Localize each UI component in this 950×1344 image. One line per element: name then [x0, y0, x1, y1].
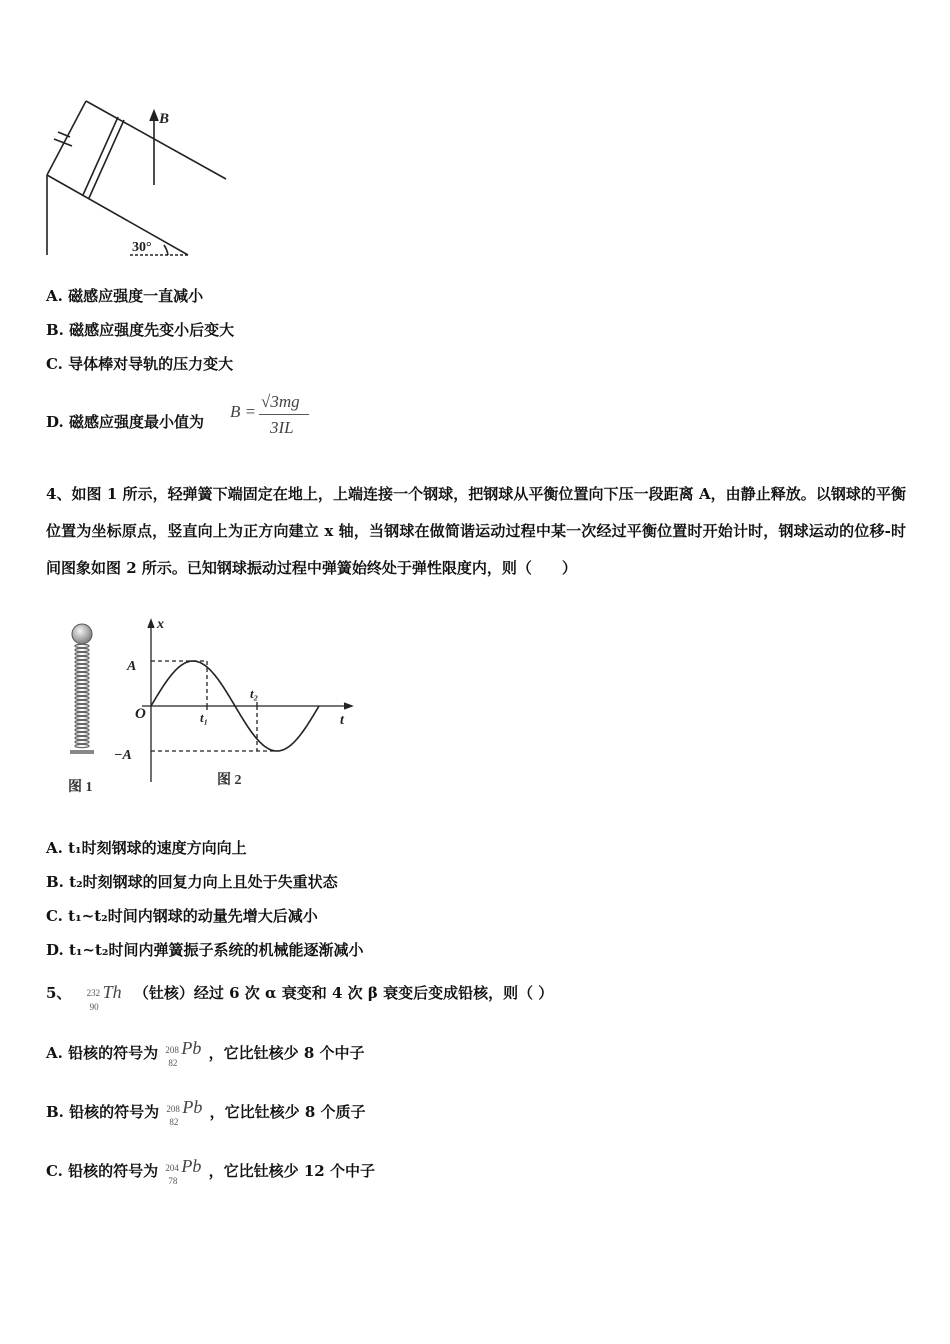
option-letter: C.: [46, 1162, 63, 1180]
spring-coil: [75, 700, 89, 703]
spring-coil: [75, 668, 89, 671]
option-letter: B.: [46, 321, 64, 339]
option-letter: D.: [46, 413, 64, 431]
spring-coil: [75, 720, 89, 723]
q3-option-a[interactable]: [46, 286, 203, 306]
spring-coil: [75, 684, 89, 687]
fig1-caption: 图 1: [68, 780, 93, 795]
spring-coil: [75, 736, 89, 739]
question-5-body: （钍核）经过 6 次 α 衰变和 4 次 β 衰变后变成铅核，则（ ）: [133, 984, 554, 1002]
option-text: 磁感应强度最小值为: [68, 413, 204, 431]
option-text: ，它比钍核少 8 个中子: [208, 1044, 365, 1062]
mass-number: 232: [86, 988, 101, 998]
spring-coil: [75, 716, 89, 719]
element-symbol: Th: [102, 982, 122, 1002]
option-text: 导体棒对导轨的压力变大: [68, 355, 234, 373]
option-text: t₁~t₂时间内钢球的动量先增大后减小: [68, 907, 318, 925]
spring-coil: [75, 704, 89, 707]
mass-number: 208: [165, 1045, 179, 1055]
option-text: 磁感应强度先变小后变大: [69, 321, 235, 339]
amplitude-label: A: [127, 659, 137, 674]
t-axis-label: t: [340, 713, 344, 728]
x-axis-label: x: [157, 617, 164, 632]
atomic-number: 82: [169, 1117, 179, 1127]
element-symbol: Pb: [181, 1038, 202, 1058]
spring-coil: [75, 728, 89, 731]
q3-option-b[interactable]: [46, 320, 234, 340]
option-letter: A.: [46, 839, 63, 857]
q4-option-c[interactable]: [46, 906, 318, 926]
option-letter: D.: [46, 941, 64, 959]
question-5-text: [46, 978, 554, 1012]
q4-option-d[interactable]: [46, 940, 364, 960]
lead-nuclide: [163, 1157, 203, 1187]
spring-coil: [75, 688, 89, 691]
option-letter: A.: [46, 287, 63, 305]
oscillation-figure: [60, 612, 360, 802]
origin-label: O: [135, 706, 146, 722]
b-field-label: B: [159, 111, 170, 127]
formula-lhs: B =: [230, 402, 257, 421]
option-text: ，它比钍核少 8 个质子: [209, 1103, 366, 1121]
q3-option-c[interactable]: [46, 354, 233, 374]
fig2-caption: 图 2: [217, 773, 242, 788]
option-letter: B.: [46, 873, 64, 891]
t1-label: t₁: [200, 710, 209, 725]
element-symbol: Pb: [181, 1156, 202, 1176]
option-text: 铅核的符号为: [69, 1103, 160, 1121]
mass-number: 204: [165, 1163, 179, 1173]
spring-coil: [75, 660, 89, 663]
option-text: 铅核的符号为: [68, 1162, 159, 1180]
q5-option-c[interactable]: [46, 1156, 375, 1187]
option-text: t₁~t₂时间内弹簧振子系统的机械能逐渐减小: [68, 941, 364, 959]
formula-denominator: 3IL: [270, 418, 294, 437]
option-letter: B.: [46, 1103, 64, 1121]
mass-number: 208: [166, 1104, 180, 1114]
angle-label: 30°: [132, 240, 152, 255]
lead-nuclide: [163, 1039, 203, 1069]
formula-numerator: √3mg: [261, 392, 300, 411]
spring-coil: [75, 732, 89, 735]
t2-label: t₂: [250, 686, 259, 701]
option-letter: C.: [46, 355, 63, 373]
thorium-nuclide: [83, 979, 129, 1012]
question-4-text: 4、如图 1 所示，轻弹簧下端固定在地上，上端连接一个钢球，把钢球从平衡位置向下压一段距离 A，由静止释放。以钢球的平衡位置为坐标原点，竖直向上为正方向建立 x 轴，当钢球在做简谐运动过程中某一次经过平衡位置时开始计时，钢球运动的位移-时间图象如图 2 所示。已知钢球振动过程中弹簧始终处于弹性限度内，则（ ）: [46, 485, 906, 577]
atomic-number: 82: [168, 1058, 178, 1068]
q5-option-b[interactable]: [46, 1097, 366, 1128]
negative-amplitude-label: −A: [114, 748, 132, 763]
q4-option-b[interactable]: [46, 872, 338, 892]
option-text: 磁感应强度一直减小: [68, 287, 204, 305]
lead-nuclide: [164, 1098, 204, 1128]
spring-coil: [75, 692, 89, 695]
option-text: 铅核的符号为: [68, 1044, 159, 1062]
spring-coil: [75, 676, 89, 679]
element-symbol: Pb: [182, 1097, 203, 1117]
atomic-number: 90: [89, 1002, 99, 1012]
inclined-rail-figure: [40, 95, 240, 260]
spring-coil: [75, 740, 89, 743]
spring-coil: [75, 680, 89, 683]
option-text: t₁时刻钢球的速度方向向上: [68, 839, 247, 857]
spring-coil: [75, 724, 89, 727]
spring-coil: [75, 672, 89, 675]
spring-coil: [75, 712, 89, 715]
spring-coil: [75, 708, 89, 711]
option-letter: A.: [46, 1044, 63, 1062]
q5-option-a[interactable]: [46, 1038, 364, 1069]
spring-coil: [75, 652, 89, 655]
spring-coil: [75, 744, 89, 747]
atomic-number: 78: [168, 1176, 178, 1186]
q4-option-a[interactable]: [46, 838, 247, 858]
spring-ball: [70, 624, 94, 754]
spring-coil: [75, 664, 89, 667]
question-number: 5、: [46, 984, 72, 1002]
spring-coil: [75, 644, 89, 647]
spring-coil: [75, 656, 89, 659]
fraction-bar: [259, 414, 309, 415]
option-text: t₂时刻钢球的回复力向上且处于失重状态: [69, 873, 338, 891]
spring-coil: [75, 648, 89, 651]
option-text: ，它比钍核少 12 个中子: [208, 1162, 375, 1180]
option-letter: C.: [46, 907, 63, 925]
spring-coil: [75, 696, 89, 699]
